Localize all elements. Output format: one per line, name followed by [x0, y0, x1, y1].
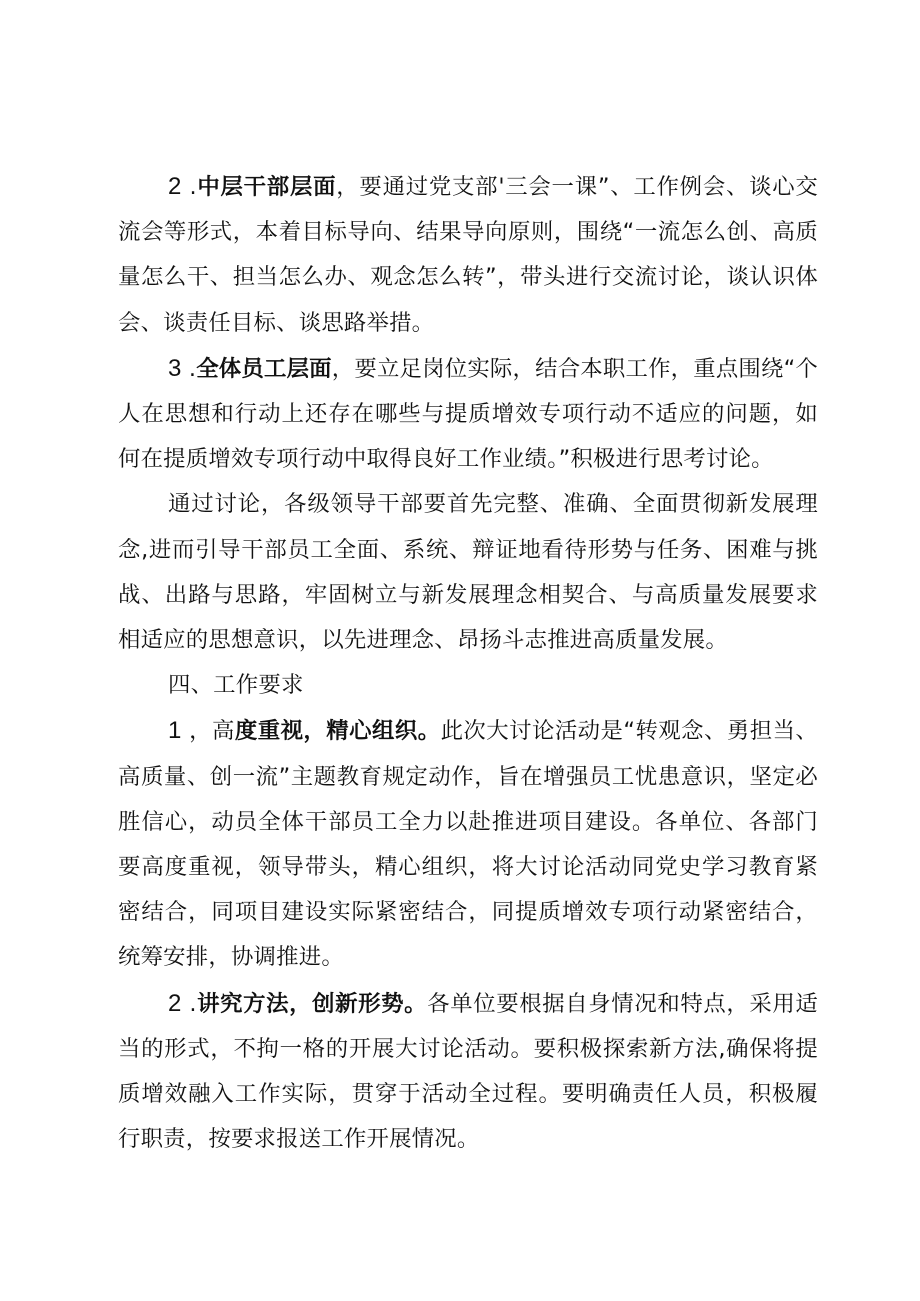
item-number: 2 — [168, 989, 182, 1017]
item-separator: . — [189, 990, 197, 1017]
item-heading: 度重视，精心组织。 — [234, 718, 441, 745]
item-separator: . — [188, 355, 197, 382]
paragraph-methods — [118, 981, 818, 1163]
item-text: 此次大讨论活动是“转观念、勇担当、高质量、创一流”主题教育规定动作，旨在增强员工忧患意识，坚定必胜信心，动员全体干部员工全力以赴推进项目建设。各单位、各部门要高度重视，领导带头，精心组织，将大讨论活动同党史学习教育紧密结合，同项目建设实际紧密结合，同提质增效专项行动紧密结合，统筹安排，协调推进。 — [118, 718, 819, 971]
item-heading: 中层干部层面 — [196, 174, 337, 200]
paragraph-high-attention — [118, 708, 818, 980]
paragraph-text: 通过讨论，各级领导干部要首先完整、准确、全面贯彻新发展理念,进而引导干部员工全面、系统、辩证地看待形势与任务、困难与挑战、出路与思路，牢固树立与新发展理念相契合、与高质量发展要求相适应的思想意识，以先进理念、昂扬斗志推进高质量发展。 — [118, 491, 818, 654]
section-heading-work-requirements — [118, 663, 818, 708]
item-separator: . — [189, 174, 197, 200]
section-heading-text: 四、工作要求 — [168, 672, 304, 699]
paragraph-through-discussion — [118, 482, 818, 663]
paragraph-middle-cadres — [118, 164, 818, 346]
item-text: 各单位要根据自身情况和特点，采用适当的形式，不拘一格的开展大讨论活动。要积极探索新方法,确保将提质增效融入工作实际，贯穿于活动全过程。要明确责任人员，积极履行职责，按要求报送工作开展情况。 — [118, 990, 819, 1153]
item-number: 1 — [168, 717, 182, 745]
item-number: 2 — [168, 173, 182, 200]
item-heading: 讲究方法，创新形势。 — [196, 990, 428, 1017]
paragraph-all-staff — [118, 346, 818, 483]
item-separator: ，高 — [189, 718, 235, 745]
item-text: ，要立足岗位实际，结合本职工作，重点围绕“个人在思想和行动上还存在哪些与提质增效专项行动不适应的问题，如何在提质增效专项行动中取得良好工作业绩。”积极进行思考讨论。 — [118, 355, 819, 473]
item-number: 3 — [168, 354, 182, 382]
document-body — [118, 164, 818, 1162]
item-heading: 全体员工层面 — [196, 355, 332, 382]
item-text: ，要通过党支部'三会一课”、工作例会、谈心交流会等形式，本着目标导向、结果导向原则，围绕“一流怎么创、高质量怎么干、担当怎么办、观念怎么转”，带头进行交流讨论，谈认识体会、谈责任目标、谈思路举措。 — [118, 174, 819, 336]
